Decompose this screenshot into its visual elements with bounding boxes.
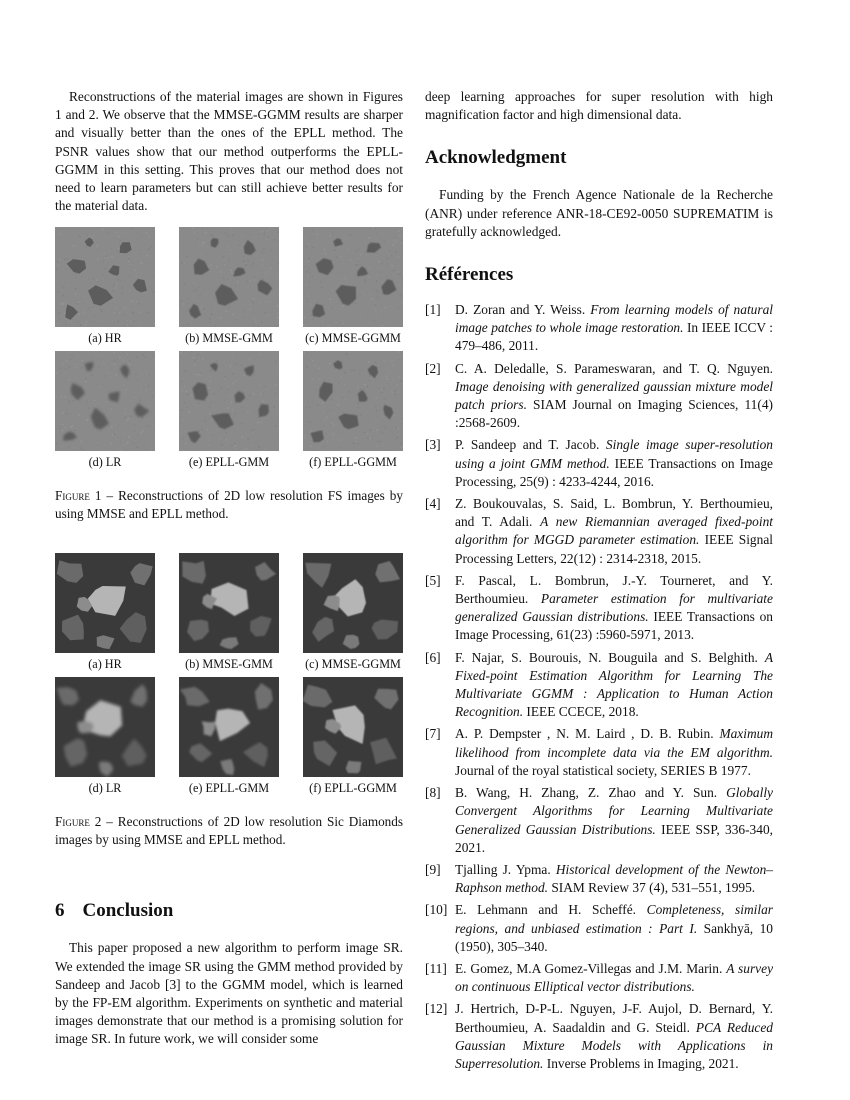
reference-item <box>425 301 773 356</box>
reference-authors: A. P. Dempster , N. M. Laird , D. B. Rubin. <box>455 726 720 742</box>
figure-1-image-mmse-gmm <box>179 227 279 327</box>
micrograph <box>179 227 279 327</box>
reference-number: [5] <box>425 572 441 588</box>
figure-2-image-mmse-ggmm <box>303 553 403 653</box>
reference-item <box>425 960 773 996</box>
reference-item <box>425 649 773 722</box>
figure-2-image-epll-gmm <box>179 677 279 777</box>
reference-text <box>455 725 773 780</box>
micrograph <box>303 351 403 451</box>
figure-2-image-mmse-gmm <box>179 553 279 653</box>
figure-1-panel-d <box>55 351 155 473</box>
figure-2-panel-d <box>55 677 155 799</box>
figure-1-subcaption: (d) LR <box>88 455 122 470</box>
reference-title: Parameter estimation for multivariate generalized Gaussian distributions. <box>455 591 773 625</box>
reference-title: Single image super-resolution using a joint GMM method. <box>455 437 773 471</box>
reference-venue: Sankhyā, 10 (1950), 305–340. <box>455 920 773 954</box>
reference-item <box>425 436 773 491</box>
reference-title: Historical development of the Newton–Raphson method. <box>455 861 773 896</box>
reference-number: [7] <box>425 726 441 742</box>
section-number: 6 <box>55 900 65 922</box>
figure-1-panel-c <box>303 227 403 349</box>
reference-text <box>455 301 773 356</box>
micrograph <box>55 553 155 653</box>
micrograph <box>303 227 403 327</box>
acknowledgment-paragraph: Funding by the French Agence Nationale de la Recherche (ANR) under reference ANR-18-CE92-0050 SUPREMATIM is gratefully acknowledged. <box>425 187 773 239</box>
reference-number: [10] <box>425 902 448 918</box>
figure-1-panel-a <box>55 227 155 349</box>
figure-1-label: Figure 1 <box>55 488 102 504</box>
reference-venue: IEEE Transactions on Image Processing, 61(23) :5960-5971, 2013. <box>455 609 773 643</box>
figure-2-panel-f <box>303 677 403 799</box>
figure-2-subcaption: (e) EPLL-GMM <box>188 781 270 796</box>
figure-2-image-lr <box>55 677 155 777</box>
reference-number: [6] <box>425 649 441 665</box>
reference-number: [4] <box>425 496 441 512</box>
figure-1-subcaption: (b) MMSE-GMM <box>185 331 273 346</box>
reference-venue: In IEEE ICCV : 479–486, 2011. <box>455 320 773 354</box>
figure-1-subcaption: (c) MMSE-GGMM <box>305 331 401 346</box>
reference-number: [3] <box>425 437 441 453</box>
figure-1-image-epll-ggmm <box>303 351 403 451</box>
reference-authors: E. Lehmann and H. Scheffé. <box>455 902 647 918</box>
reference-venue: SIAM Review 37 (4), 531–551, 1995. <box>547 880 756 896</box>
figure-2-subcaption: (f) EPLL-GGMM <box>309 781 397 796</box>
figure-1-panel-e <box>179 351 279 473</box>
figure-2-panel-e <box>179 677 279 799</box>
reference-title: Completeness, similar regions, and unbiased estimation : Part I. <box>455 902 773 936</box>
reference-authors: F. Pascal, L. Bombrun, J.-Y. Tourneret, and Y. Berthoumieu. <box>455 572 773 607</box>
continuation-paragraph: deep learning approaches for super resolution with high magnification factor and high dimensional data. <box>425 89 773 123</box>
reference-title: A survey on continuous Elliptical vector distributions. <box>455 960 774 995</box>
reference-number: [12] <box>425 1001 448 1017</box>
figure-2-caption <box>55 813 403 849</box>
figure-2-panel-c <box>303 553 403 675</box>
micrograph <box>179 351 279 451</box>
reference-text <box>455 861 773 897</box>
reference-authors: Tjalling J. Ypma. <box>455 861 556 877</box>
reference-text <box>455 649 773 722</box>
references-heading: Références <box>425 264 514 286</box>
figure-2-panel-a <box>55 553 155 675</box>
reference-title: PCA Reduced Gaussian Mixture Models with Applications in Superresolution. <box>455 1019 773 1071</box>
reference-title: A Fixed-point Estimation Algorithm for Learning The Multivariate GGMM : Application to Human Action Recognition. <box>455 649 773 720</box>
reference-item <box>425 725 773 780</box>
reference-text <box>455 901 773 956</box>
reference-venue: IEEE CCECE, 2018. <box>523 704 639 720</box>
reference-title: A new Riemannian averaged fixed-point algorithm for MGGD parameter estimation. <box>455 514 773 548</box>
reference-text <box>455 495 773 568</box>
reference-authors: E. Gomez, M.A Gomez-Villegas and J.M. Marin. <box>455 960 727 976</box>
reference-item <box>425 495 773 568</box>
figure-1-image-lr <box>55 351 155 451</box>
figure-1-subcaption: (f) EPLL-GGMM <box>309 455 397 470</box>
figure-2-subcaption: (a) HR <box>88 657 122 672</box>
reference-title: Image denoising with generalized gaussian mixture model patch priors. <box>455 378 773 413</box>
figure-1-image-epll-gmm <box>179 351 279 451</box>
references-list <box>425 301 773 1073</box>
reference-title: From learning models of natural image patches to whole image restoration. <box>455 302 773 336</box>
micrograph <box>55 227 155 327</box>
reference-item <box>425 360 773 433</box>
reference-number: [11] <box>425 960 447 976</box>
figure-1-panel-b <box>179 227 279 349</box>
reference-authors: B. Wang, H. Zhang, Z. Zhao and Y. Sun. <box>455 785 727 801</box>
reference-venue: Inverse Problems in Imaging, 2021. <box>543 1055 739 1071</box>
figure-1-subcaption: (e) EPLL-GMM <box>188 455 270 470</box>
figure-1-subcaption: (a) HR <box>88 331 122 346</box>
figure-1-caption <box>55 487 403 523</box>
reference-venue: IEEE SSP, 336-340, 2021. <box>455 821 773 855</box>
reference-text <box>455 960 773 996</box>
micrograph <box>303 677 403 777</box>
figure-2-image-hr <box>55 553 155 653</box>
reference-text <box>455 572 773 645</box>
reference-authors: F. Najar, S. Bourouis, N. Bouguila and S. Belghith. <box>455 649 765 665</box>
micrograph <box>55 677 155 777</box>
reference-text <box>455 360 773 433</box>
figure-2-subcaption: (c) MMSE-GGMM <box>305 657 401 672</box>
reference-title: Maximum likelihood from incomplete data via the EM algorithm. <box>455 726 773 760</box>
micrograph <box>303 553 403 653</box>
reference-item <box>425 901 773 956</box>
intro-paragraph: Reconstructions of the material images are shown in Figures 1 and 2. We observe that the MMSE-GGMM results are sharper and visually better than the ones of the EPLL method. The PSNR values show that our method outperforms the EPLL-GGMM in this setting. This proves that our method does not need to learn parameters but can still achieve better results for the material data. <box>55 89 403 214</box>
figure-2-panel-b <box>179 553 279 675</box>
conclusion-heading <box>55 899 403 923</box>
figure-2-subcaption: (d) LR <box>88 781 122 796</box>
figure-2-caption-text: – Reconstructions of 2D low resolution Sic Diamonds images by using MMSE and EPLL method. <box>55 814 403 848</box>
figure-2-label: Figure 2 <box>55 814 102 830</box>
figure-1-image-mmse-ggmm <box>303 227 403 327</box>
reference-item <box>425 1000 773 1073</box>
micrograph <box>179 553 279 653</box>
reference-authors: Z. Boukouvalas, S. Said, L. Bombrun, Y. Berthoumieu, and T. Adali. <box>455 496 773 530</box>
reference-text <box>455 436 773 491</box>
conclusion-paragraph: This paper proposed a new algorithm to perform image SR. We extended the image SR using the GMM method provided by Sandeep and Jacob [3] to the GGMM model, which is learned by the FP-EM algorithm. Experiments on synthetic and material images demonstrate that our method is a promising solution for image SR. In future work, we will consider some <box>55 940 403 1047</box>
reference-authors: D. Zoran and Y. Weiss. <box>455 302 591 318</box>
acknowledgment-heading: Acknowledgment <box>425 147 567 169</box>
figure-1-panel-f <box>303 351 403 473</box>
section-title: Conclusion <box>82 900 174 922</box>
figure-2-subcaption: (b) MMSE-GMM <box>185 657 273 672</box>
right-column <box>425 88 773 1077</box>
reference-number: [9] <box>425 861 441 877</box>
reference-text <box>455 784 773 857</box>
reference-authors: J. Hertrich, D-P-L. Nguyen, J-F. Aujol, D. Bernard, Y. Berthoumieu, A. Saadaldin and G. Steidl. <box>455 1001 773 1035</box>
reference-item <box>425 784 773 857</box>
micrograph <box>55 351 155 451</box>
reference-number: [1] <box>425 302 441 318</box>
reference-number: [2] <box>425 360 441 376</box>
figure-2-image-epll-ggmm <box>303 677 403 777</box>
reference-authors: P. Sandeep and T. Jacob. <box>455 437 606 453</box>
reference-number: [8] <box>425 785 441 801</box>
left-column <box>55 88 403 1049</box>
reference-item <box>425 861 773 897</box>
reference-title: Globally Convergent Algorithms for Learning Multivariate Generalized Gaussian Distributions. <box>455 785 773 837</box>
reference-authors: C. A. Deledalle, S. Parameswaran, and T. Q. Nguyen. <box>455 360 773 376</box>
figure-1-caption-text: – Reconstructions of 2D low resolution FS images by using MMSE and EPLL method. <box>55 488 403 522</box>
reference-item <box>425 572 773 645</box>
reference-text <box>455 1000 773 1073</box>
figure-1-image-hr <box>55 227 155 327</box>
reference-venue: IEEE Transactions on Image Processing, 25(9) : 4233-4244, 2016. <box>455 455 773 489</box>
reference-venue: IEEE Signal Processing Letters, 22(12) : 2314-2318, 2015. <box>455 532 773 566</box>
figure-1 <box>55 227 403 473</box>
figure-2 <box>55 553 403 799</box>
reference-venue: SIAM Journal on Imaging Sciences, 11(4) :2568-2609. <box>455 397 773 431</box>
reference-venue: Journal of the royal statistical society, SERIES B 1977. <box>455 762 751 778</box>
micrograph <box>179 677 279 777</box>
